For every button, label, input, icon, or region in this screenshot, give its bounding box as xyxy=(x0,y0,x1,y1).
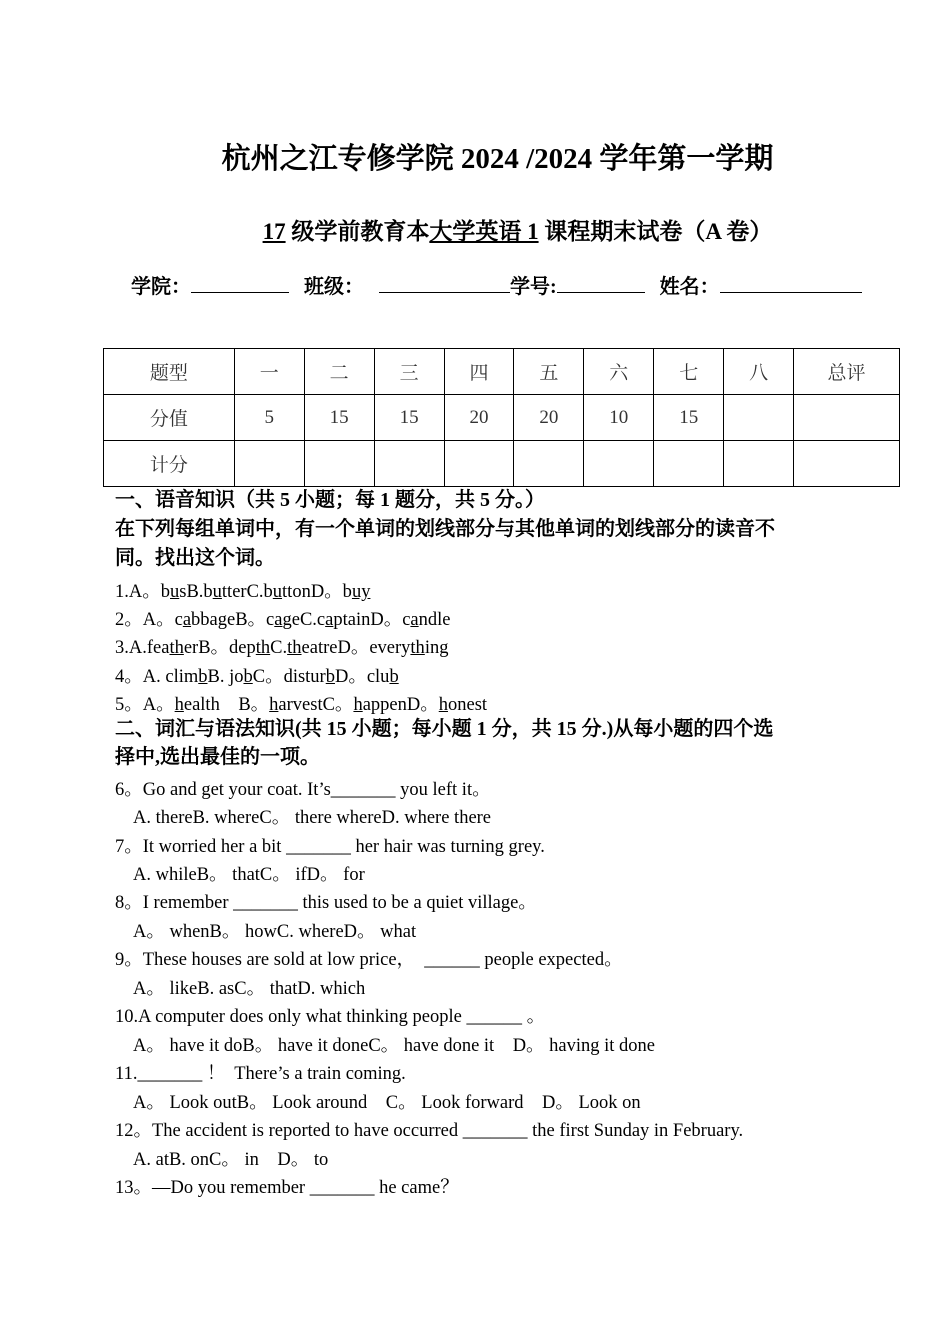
table-cell xyxy=(794,395,900,441)
section2-heading-line2: 择中,选出最佳的一项。 xyxy=(115,746,320,768)
question-6: 6。Go and get your coat. It’s_______ you left it。 xyxy=(115,780,491,800)
class-label: 班级： xyxy=(304,276,364,298)
score-entry-cell[interactable] xyxy=(304,441,374,487)
question-7: 7。It worried her a bit _______ her hair was turning grey. xyxy=(115,837,545,857)
question-8-options: A。 whenB。 howC. whereD。 what xyxy=(133,922,417,942)
table-cell: 15 xyxy=(654,395,724,441)
question-4: 4。A. climbB. jobC。disturbD。club xyxy=(115,667,399,687)
table-header-row xyxy=(104,349,900,395)
table-cell: 一 xyxy=(234,349,304,395)
question-6-options: A. thereB. whereC。 there whereD. where there xyxy=(133,808,492,828)
score-entry-cell[interactable] xyxy=(584,441,654,487)
score-entry-cell[interactable] xyxy=(444,441,514,487)
student-id-label: 学号: xyxy=(510,276,557,298)
name-label: 姓名： xyxy=(659,276,720,298)
score-entry-cell[interactable] xyxy=(374,441,444,487)
question-11-options: A。 Look outB。 Look around C。 Look forward D。 Look on xyxy=(133,1093,641,1113)
table-cell: 四 xyxy=(444,349,514,395)
question-12-options: A. atB. onC。 in D。 to xyxy=(133,1150,329,1170)
question-3: 3.A.featherB。depthC.theatreD。everything xyxy=(115,638,449,658)
table-cell: 5 xyxy=(234,395,304,441)
question-9: 9。These houses are sold at low price， ______ people expected。 xyxy=(115,950,623,970)
question-13: 13。—Do you remember _______ he came？ xyxy=(115,1178,459,1198)
subtitle-mid: 级学前教育本 xyxy=(285,219,430,244)
question-12: 12。The accident is reported to have occurred _______ the first Sunday in February. xyxy=(115,1121,744,1141)
section1-heading: 一、语音知识（共 5 小题；每 1 题分，共 5 分。） xyxy=(115,489,545,511)
college-label: 学院： xyxy=(131,276,191,298)
score-entry-cell[interactable] xyxy=(794,441,900,487)
table-cell: 二 xyxy=(304,349,374,395)
table-cell: 20 xyxy=(444,395,514,441)
question-9-options: A。 likeB. asC。 thatD. which xyxy=(133,979,366,999)
score-table xyxy=(103,348,900,487)
question-10-options: A。 have it doB。 have it doneC。 have done it D。 having it done xyxy=(133,1036,656,1056)
score-entry-cell[interactable] xyxy=(724,441,794,487)
score-entry-cell[interactable] xyxy=(234,441,304,487)
question-7-options: A. whileB。 thatC。 ifD。 for xyxy=(133,865,365,885)
question-5: 5。A。health B。harvestC。happenD。honest xyxy=(115,695,488,715)
question-11: 11._______ ！ There’s a train coming. xyxy=(115,1064,406,1084)
table-cell: 五 xyxy=(514,349,584,395)
class-field[interactable] xyxy=(379,274,510,293)
table-cell xyxy=(724,395,794,441)
table-cell: 15 xyxy=(304,395,374,441)
table-cell: 七 xyxy=(654,349,724,395)
course-name: 大学英语 1 xyxy=(429,219,539,244)
table-cell: 15 xyxy=(374,395,444,441)
table-cell: 20 xyxy=(514,395,584,441)
question-1: 1.A。busB.butterC.buttonD。buy xyxy=(115,582,371,602)
table-cell: 总评 xyxy=(794,349,900,395)
table-cell: 计分 xyxy=(104,441,235,487)
exam-subtitle xyxy=(0,213,950,246)
table-cell: 题型 xyxy=(104,349,235,395)
student-info-line xyxy=(131,270,862,299)
score-entry-cell[interactable] xyxy=(654,441,724,487)
student-id-field[interactable] xyxy=(557,274,645,293)
score-entry-cell[interactable] xyxy=(514,441,584,487)
section2-heading-line1: 二、词汇与语法知识(共 15 小题；每小题 1 分，共 15 分.)从每小题的四个选 xyxy=(115,718,774,740)
subtitle-end: 课程期末试卷（A 卷） xyxy=(538,219,773,244)
exam-title: 杭州之江专修学院 2024 /2024 学年第一学期 xyxy=(221,143,774,175)
grade-number: 17 xyxy=(262,219,286,244)
table-cell: 六 xyxy=(584,349,654,395)
college-field[interactable] xyxy=(191,274,289,293)
question-2: 2。A。cabbageB。cageC.captainD。candle xyxy=(115,610,451,630)
table-row xyxy=(104,441,900,487)
section1-instruction-line1: 在下列每组单词中，有一个单词的划线部分与其他单词的划线部分的读音不 xyxy=(115,518,775,540)
table-cell: 三 xyxy=(374,349,444,395)
section1-instruction-line2: 同。找出这个词。 xyxy=(115,547,275,569)
table-cell: 10 xyxy=(584,395,654,441)
question-10: 10.A computer does only what thinking people ______ 。 xyxy=(115,1007,546,1027)
table-cell: 八 xyxy=(724,349,794,395)
table-row xyxy=(104,395,900,441)
question-8: 8。I remember _______ this used to be a quiet village。 xyxy=(115,893,537,913)
table-cell: 分值 xyxy=(104,395,235,441)
name-field[interactable] xyxy=(720,274,862,293)
